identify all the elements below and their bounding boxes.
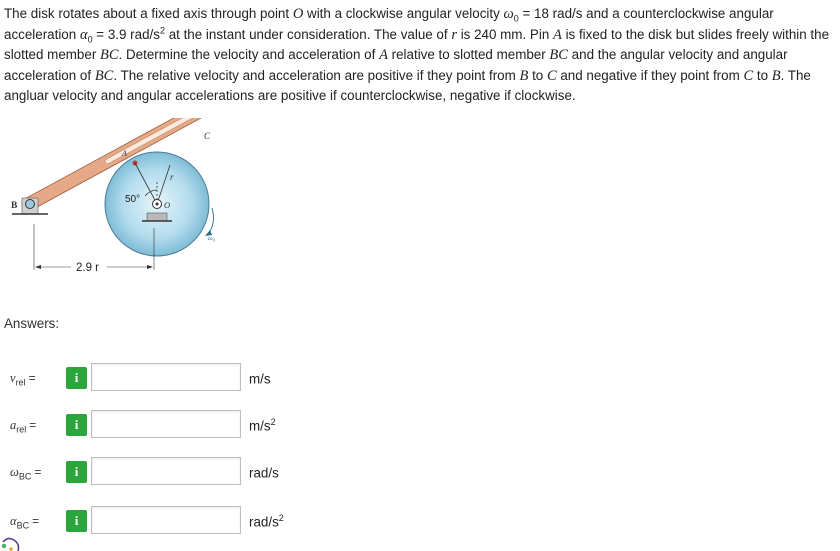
info-icon[interactable]: i	[66, 367, 87, 389]
label-angle: 50°	[125, 194, 141, 205]
vrel-input[interactable]	[91, 363, 241, 391]
unit-alpha-bc: rad/$s^2$	[249, 513, 284, 530]
omega-arrow	[209, 208, 213, 233]
info-icon[interactable]: i	[66, 414, 87, 436]
label-o: O	[164, 200, 171, 210]
unit-omega-bc: rad/s	[249, 465, 279, 481]
label-alpha-bc: $\alpha_{BC}$ =	[10, 514, 40, 531]
answer-row-omega-bc	[0, 457, 840, 487]
label-b: B	[11, 201, 18, 211]
answers-heading: Answers:	[4, 316, 60, 331]
omega-bc-input[interactable]	[91, 457, 241, 485]
label-r: r	[170, 172, 174, 182]
label-c: C	[204, 131, 211, 141]
label-omega-bc: $\omega_{BC}$ =	[10, 465, 42, 482]
widget-icon[interactable]	[0, 530, 24, 551]
info-icon[interactable]: i	[66, 510, 87, 532]
unit-vrel: m/s	[249, 371, 271, 387]
answer-row-arel	[0, 410, 840, 440]
arel-input[interactable]	[91, 410, 241, 438]
problem-statement: The disk rotates about a fixed axis through point O with a clockwise angular velocity $\omega_0 = 18$ rad/s and a counterclockwise angular acceleration $\alpha_0 = 3.9$ rad/$s^2$ at the instant under consideration. The value of r is 240 mm. Pin A is fixed to the disk but slides freely within the slotted member BC. Determine the velocity and acceleration of A relative to slotted member BC and the angular velocity and angular acceleration of BC. The relative velocity and acceleration are positive if they point from B to C and negative if they point from C to B. The angluar velocity and angular accelerations are positive if counterclockwise, negative if clockwise.	[4, 6, 830, 104]
label-a: A	[122, 149, 127, 158]
label-omega: $\omega_0$	[208, 235, 215, 243]
alpha-bc-input[interactable]	[91, 506, 241, 534]
disk-support	[147, 213, 167, 221]
mechanism-figure	[4, 118, 230, 290]
answer-row-vrel	[0, 363, 840, 393]
info-icon[interactable]: i	[66, 461, 87, 483]
unit-arel: $m/s^2$	[249, 417, 276, 434]
dimension-label: 2.9 r	[76, 262, 100, 274]
label-vrel: $v_{rel}$ =	[10, 371, 36, 388]
answer-row-alpha-bc	[0, 506, 840, 536]
label-arel: $a_{rel}$ =	[10, 418, 37, 435]
